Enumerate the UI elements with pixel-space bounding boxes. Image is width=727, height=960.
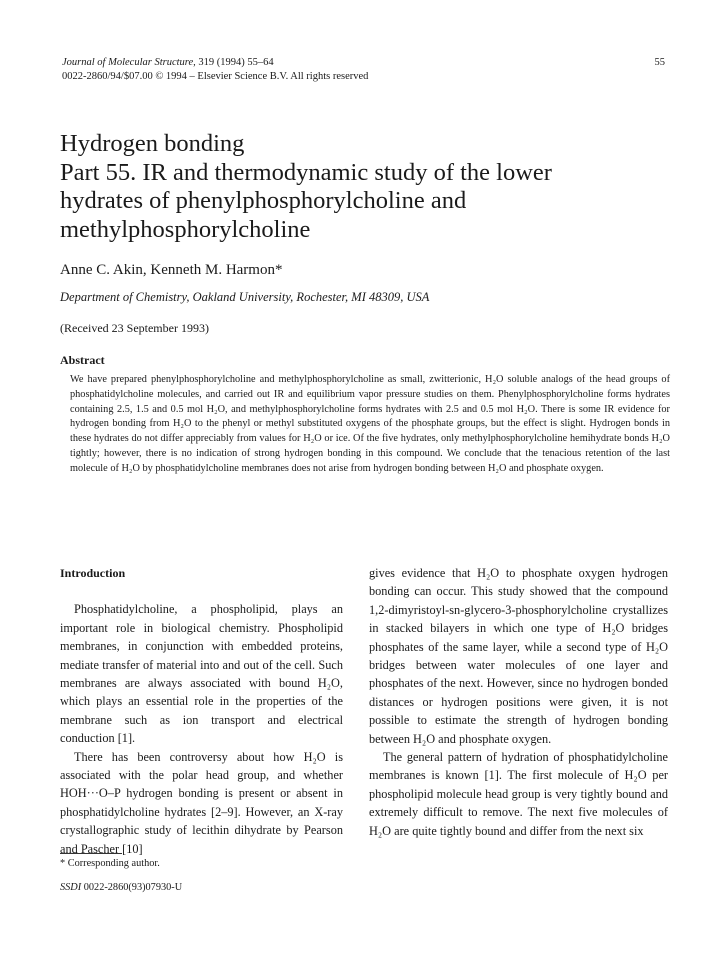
page-number: 55 (654, 57, 665, 68)
author-list: Anne C. Akin, Kenneth M. Harmon* (60, 262, 283, 278)
issn-line: 0022-2860/94/$07.00 © 1994 – Elsevier Science B.V. All rights reserved (62, 71, 369, 82)
title-line: methylphosphorylcholine (60, 215, 311, 243)
title-line: Hydrogen bonding (60, 130, 245, 157)
journal-header (62, 57, 274, 68)
left-column (60, 564, 343, 858)
body-paragraph: There has been controversy about how H₂O is associated with the polar head group, and whether HOH···O–P hydrogen bonding is present or absent in phosphatidylcholine hydrates [2–9]. However, an X-ray crystallographic study of lecithin dihydrate by Pearson and Pascher [10] (60, 749, 343, 856)
right-column (369, 564, 668, 840)
body-paragraph: The general pattern of hydration of phosphatidylcholine membranes is known [1]. The first molecule of H₂O per phospholipid molecule head group is very tightly bound and extremely difficult to remove. The next five molecules of H₂O are quite tightly bound and differ from the next six (369, 750, 668, 838)
journal-reference: 319 (1994) 55–64 (198, 57, 274, 68)
body-paragraph: Phosphatidylcholine, a phospholipid, plays an important role in biological chemistry. Phospholipid membranes, in conjunction with embedded proteins, mediate transfer of material into and out of the cell. Such membranes are always associated with bound H₂O, which plays an essential role in the properties of the membrane such as ion transport and electrical conduction [1]. (60, 602, 343, 746)
footnote-divider (60, 853, 122, 854)
abstract-heading: Abstract (60, 353, 105, 367)
section-heading-introduction: Introduction (60, 566, 126, 580)
title-line: Part 55. IR and thermodynamic study of the lower (60, 158, 552, 186)
title-line: hydrates of phenylphosphorylcholine and (60, 187, 467, 214)
journal-name: Journal of Molecular Structure, (62, 57, 196, 68)
ssdi-code: 0022-2860(93)07930-U (83, 882, 183, 893)
abstract-text: We have prepared phenylphosphorylcholine and methylphosphorylcholine as small, zwitterionic, H₂O soluble analogs of the head groups of phosphatidylcholine molecules, and carried out IR and equilibrium vapor pressure studies on them. Phenylphosphorylcholine forms hydrates containing 2.5, 1.5 and 0.5 mol H₂O, and methylphosphorylcholine forms hydrates with 2.5 and 0.5 mol H₂O. There is some IR evidence for hydrogen bonding from H₂O to the phenyl or methyl substituted oxygens of the phosphate groups, but the effect is slight. Hydrogen bonds in these hydrates do not differ appreciably from values for H₂O or ice. Of the five hydrates, only methylphosphorylcholine hemihydrate bonds H₂O tightly; however, there is no indication of strong hydrogen bonding in this compound. We conclude that the tenacious retention of the last molecule of H₂O by phosphatidylcholine membranes does not arise from hydrogen bonding between H₂O and phosphate oxygen. (70, 374, 670, 474)
affiliation: Department of Chemistry, Oakland University, Rochester, MI 48309, USA (60, 290, 430, 304)
received-date: (Received 23 September 1993) (60, 321, 209, 335)
article-title (60, 130, 680, 244)
ssdi-line (60, 882, 182, 893)
footnote: * Corresponding author. (60, 858, 160, 869)
ssdi-label: SSDI (60, 882, 82, 893)
body-paragraph: gives evidence that H₂O to phosphate oxygen hydrogen bonding can occur. This study showed that the compound 1,2-dimyristoyl-sn-glycero-3-phosphorylcholine crystallizes in stacked bilayers in which one type of H₂O bridges phosphates of the same layer, while a second type of H₂O bridges between water molecules of one layer and phosphates of the next. However, since no hydrogen bonded distances or hydrogen positions were given, it is not possible to estimate the strength of hydrogen bonding between H₂O and phosphate oxygen. (369, 566, 668, 746)
